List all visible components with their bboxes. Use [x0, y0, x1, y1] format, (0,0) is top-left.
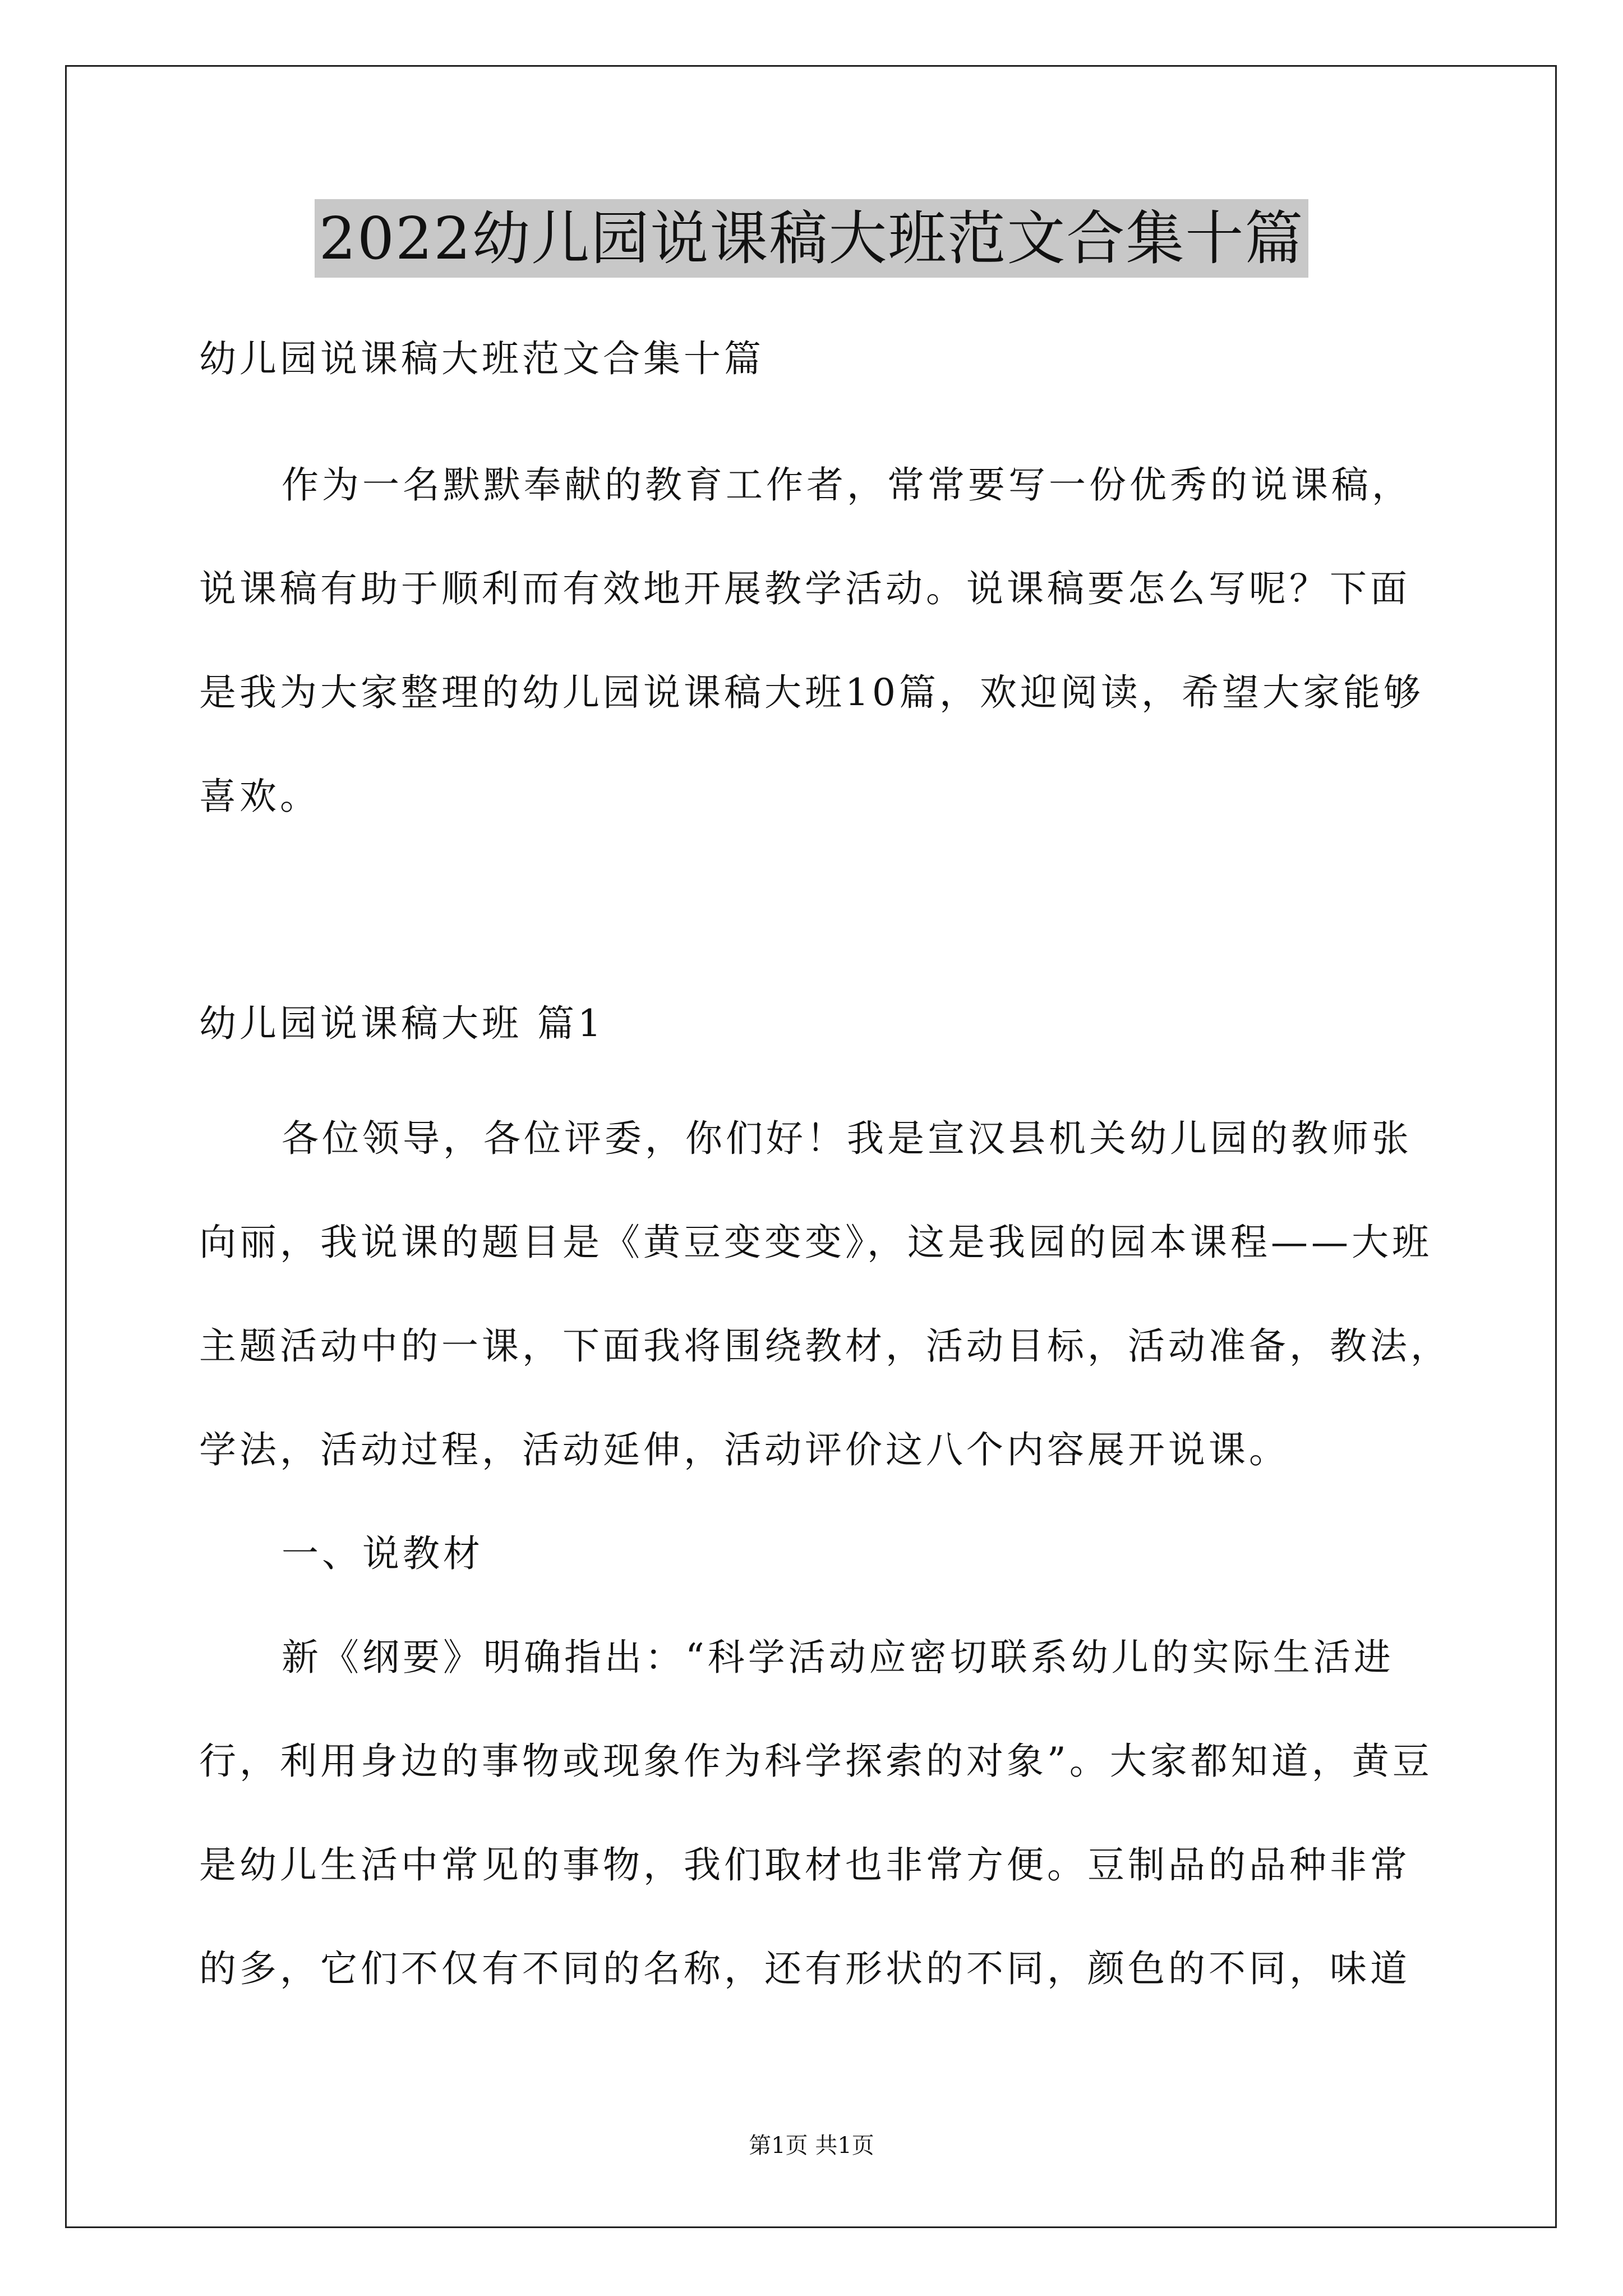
subtitle-line: 幼儿园说课稿大班范文合集十篇: [199, 337, 764, 380]
paragraph-line: 的多，它们不仅有不同的名称，还有形状的不同，颜色的不同，味道: [199, 1947, 1410, 1990]
subsection-heading: 一、说教材: [282, 1532, 483, 1575]
paragraph-line: 说课稿有助于顺利而有效地开展教学活动。说课稿要怎么写呢？下面: [199, 567, 1410, 610]
paragraph-line: 作为一名默默奉献的教育工作者，常常要写一份优秀的说课稿，: [282, 463, 1412, 507]
paragraph-line: 喜欢。: [199, 775, 320, 818]
paragraph-line: 主题活动中的一课，下面我将围绕教材，活动目标，活动准备，教法，: [199, 1324, 1451, 1368]
paragraph-line: 是幼儿生活中常见的事物，我们取材也非常方便。豆制品的品种非常: [199, 1843, 1410, 1887]
section-heading: 幼儿园说课稿大班 篇1: [199, 1002, 605, 1045]
paragraph-line: 行，利用身边的事物或现象作为科学探索的对象”。大家都知道，黄豆: [199, 1740, 1433, 1783]
paragraph-line: 各位领导，各位评委，你们好！我是宣汉县机关幼儿园的教师张: [282, 1117, 1412, 1160]
document-title: 2022幼儿园说课稿大班范文合集十篇: [315, 199, 1309, 278]
paragraph-line: 向丽，我说课的题目是《黄豆变变变》，这是我园的园本课程——大班: [199, 1221, 1432, 1264]
paragraph-line: 新《纲要》明确指出：“科学活动应密切联系幼儿的实际生活进: [282, 1636, 1394, 1679]
page-footer: 第1页 共1页: [749, 2133, 874, 2159]
paragraph-line: 是我为大家整理的幼儿园说课稿大班10篇，欢迎阅读，希望大家能够: [199, 671, 1424, 714]
title-container: [0, 199, 1623, 278]
paragraph-line: 学法，活动过程，活动延伸，活动评价这八个内容展开说课。: [199, 1428, 1289, 1471]
